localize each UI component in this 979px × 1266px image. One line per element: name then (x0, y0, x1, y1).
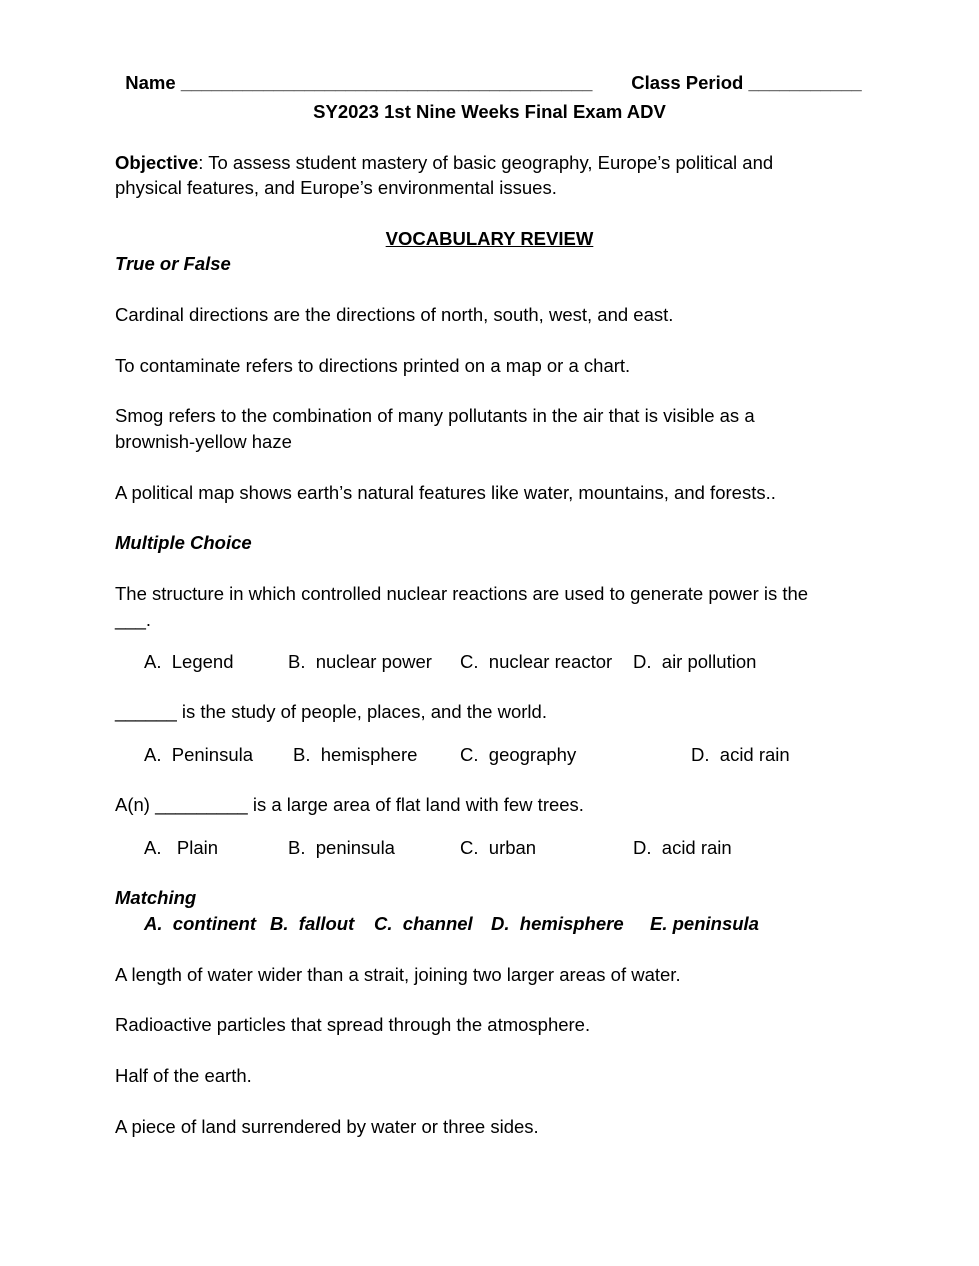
matching-option-d: D. hemisphere (491, 913, 624, 934)
matching-option-c: C. channel (374, 913, 473, 934)
tf-question-3-line-1: Smog refers to the combination of many pollutants in the air that is visible as a (115, 405, 755, 426)
name-label: Name (125, 72, 176, 93)
mc-q3-option-b: B. peninsula (288, 837, 395, 858)
mc-question-1-line-2: ___. (115, 609, 152, 630)
matching-question-4: A piece of land surrendered by water or three sides. (115, 1116, 539, 1137)
matching-option-a: A. continent (144, 913, 257, 934)
mc-q1-option-d: D. air pollution (633, 651, 757, 672)
tf-question-3-line-2: brownish-yellow haze (115, 431, 292, 452)
true-false-heading: True or False (115, 253, 231, 274)
vocab-heading-wrap (0, 228, 979, 250)
mc-q1-option-a: A. Legend (144, 651, 234, 672)
mc-q2-option-b: B. hemisphere (293, 744, 418, 765)
mc-question-1-line-1: The structure in which controlled nuclear reactions are used to generate power is the (115, 583, 809, 604)
class-period-line (621, 50, 862, 94)
mc-q3-option-a: A. Plain (144, 837, 219, 858)
mc-q1-option-b: B. nuclear power (288, 651, 432, 672)
name-blank: ________________________________________ (180, 72, 593, 93)
mc-q3-option-c: C. urban (460, 837, 537, 858)
objective-line-1 (115, 152, 773, 174)
mc-q1-option-c: C. nuclear reactor (460, 651, 613, 672)
matching-question-2: Radioactive particles that spread through the atmosphere. (115, 1014, 591, 1035)
matching-option-b: B. fallout (270, 913, 355, 934)
page-title: SY2023 1st Nine Weeks Final Exam ADV (313, 101, 666, 122)
mc-q2-option-c: C. geography (460, 744, 577, 765)
matching-question-1: A length of water wider than a strait, joining two larger areas of water. (115, 964, 681, 985)
name-line (115, 50, 592, 94)
mc-q2-option-a: A. Peninsula (144, 744, 254, 765)
tf-question-1: Cardinal directions are the directions of north, south, west, and east. (115, 304, 674, 325)
mc-question-2: ______ is the study of people, places, and the world. (115, 701, 547, 722)
mc-q3-option-d: D. acid rain (633, 837, 732, 858)
mc-q2-option-d: D. acid rain (691, 744, 790, 765)
objective-text-1: : To assess student mastery of basic geography, Europe’s political and (198, 152, 774, 173)
vocab-heading: VOCABULARY REVIEW (385, 228, 594, 249)
tf-question-4: A political map shows earth’s natural features like water, mountains, and forests.. (115, 482, 776, 503)
mc-question-3: A(n) _________ is a large area of flat land with few trees. (115, 794, 584, 815)
multiple-choice-heading: Multiple Choice (115, 532, 252, 553)
tf-question-2: To contaminate refers to directions printed on a map or a chart. (115, 355, 631, 376)
matching-question-3: Half of the earth. (115, 1065, 252, 1086)
objective-line-2: physical features, and Europe’s environmental issues. (115, 177, 557, 198)
matching-option-e: E. peninsula (650, 913, 759, 934)
matching-heading: Matching (115, 887, 197, 908)
class-period-blank: ___________ (748, 72, 862, 93)
class-period-label: Class Period (631, 72, 744, 93)
objective-label: Objective (115, 152, 199, 173)
